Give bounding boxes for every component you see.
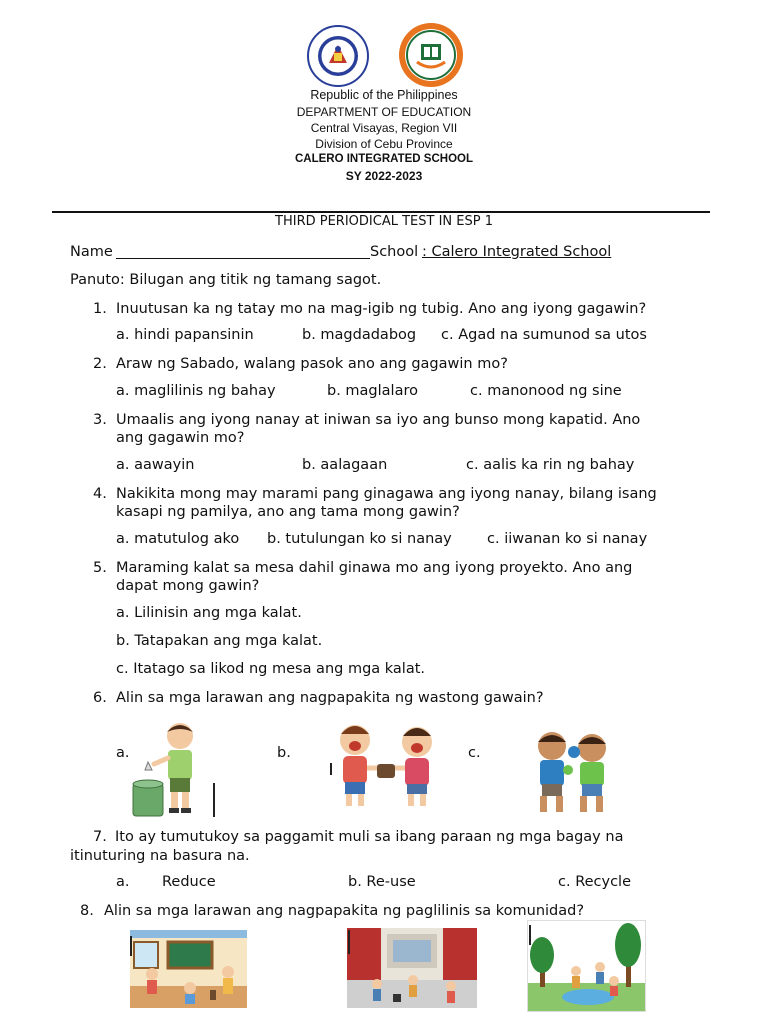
name-label: Name xyxy=(70,244,113,260)
text-cursor xyxy=(130,936,132,956)
header-region: Central Visayas, Region VII xyxy=(310,121,458,135)
question-number: 5. xyxy=(93,560,107,576)
boys-fighting-illustration xyxy=(528,726,620,818)
option-c[interactable]: c. Recycle xyxy=(558,874,632,890)
option-a[interactable]: a. xyxy=(116,745,130,761)
school-seal-logo xyxy=(395,22,467,88)
option-c[interactable]: c. iiwanan ko si nanay xyxy=(487,531,648,547)
question-text-line1: Nakikita mong may marami pang ginagawa ang iyong nanay, bilang isang xyxy=(116,486,657,502)
option-a-text[interactable]: Reduce xyxy=(162,874,216,890)
header-school-year: SY 2022-2023 xyxy=(345,169,423,183)
text-cursor xyxy=(529,925,531,945)
question-number: 4. xyxy=(93,486,107,502)
header-divider xyxy=(52,211,710,213)
instructions: Panuto: Bilugan ang titik ng tamang sagot. xyxy=(70,272,382,288)
option-b[interactable]: b. aalagaan xyxy=(302,457,388,473)
children-fighting-over-toy-illustration xyxy=(327,720,445,812)
option-a[interactable]: a. aawayin xyxy=(116,457,195,473)
text-cursor xyxy=(330,763,332,775)
option-c[interactable]: c. aalis ka rin ng bahay xyxy=(466,457,635,473)
option-a-letter[interactable]: a. xyxy=(116,874,130,890)
question-number: 7. xyxy=(93,829,107,845)
name-field[interactable] xyxy=(116,258,370,259)
option-b[interactable]: b. magdadabog xyxy=(302,327,417,343)
option-c[interactable]: c. Agad na sumunod sa utos xyxy=(441,327,647,343)
question-number: 6. xyxy=(93,690,107,706)
option-c[interactable]: c. xyxy=(468,745,481,761)
option-a[interactable]: a. hindi papansinin xyxy=(116,327,254,343)
school-label: School xyxy=(370,244,419,260)
question-text-line1: Umaalis ang iyong nanay at iniwan sa iyo ang bunso mong kapatid. Ano xyxy=(116,412,641,428)
option-b[interactable]: b. Re-use xyxy=(348,874,416,890)
question-text: Alin sa mga larawan ang nagpapakita ng wastong gawain? xyxy=(116,690,544,706)
test-title: THIRD PERIODICAL TEST IN ESP 1 xyxy=(275,214,493,229)
question-text-line1: Maraming kalat sa mesa dahil ginawa mo ang iyong proyekto. Ano ang xyxy=(116,560,633,576)
question-text-line2: itinuturing na basura na. xyxy=(70,848,250,864)
question-text-line2: dapat mong gawin? xyxy=(116,578,260,594)
question-number: 2. xyxy=(93,356,107,372)
deped-seal-logo xyxy=(303,25,373,87)
header-division: Division of Cebu Province xyxy=(315,137,453,151)
header-department: DEPARTMENT OF EDUCATION xyxy=(296,105,472,119)
question-number: 8. xyxy=(80,903,94,919)
question-text-line2: kasapi ng pamilya, ano ang tama mong gawin? xyxy=(116,504,460,520)
header-school-name: CALERO INTEGRATED SCHOOL xyxy=(294,153,474,165)
question-text: Alin sa mga larawan ang nagpapakita ng paglilinis sa komunidad? xyxy=(104,903,585,919)
school-hallway-cleaning-illustration xyxy=(347,928,477,1008)
text-cursor xyxy=(213,783,215,817)
option-c[interactable]: c. manonood ng sine xyxy=(470,383,622,399)
question-number: 3. xyxy=(93,412,107,428)
question-text-line2: ang gagawin mo? xyxy=(116,430,245,446)
option-a[interactable]: a. Lilinisin ang mga kalat. xyxy=(116,605,302,621)
header-republic: Republic of the Philippines xyxy=(310,88,458,102)
option-b[interactable]: b. tutulungan ko si nanay xyxy=(267,531,452,547)
option-b[interactable]: b. xyxy=(277,745,291,761)
school-value: : Calero Integrated School xyxy=(422,244,612,260)
classroom-cleaning-illustration xyxy=(130,930,247,1008)
boy-throwing-trash-illustration xyxy=(130,718,205,818)
option-b[interactable]: b. Tatapakan ang mga kalat. xyxy=(116,633,323,649)
option-c[interactable]: c. Itatago sa likod ng mesa ang mga kalat. xyxy=(116,661,426,677)
option-a[interactable]: a. matutulog ako xyxy=(116,531,240,547)
question-text: Inuutusan ka ng tatay mo na mag-igib ng tubig. Ano ang iyong gagawin? xyxy=(116,301,647,317)
question-number: 1. xyxy=(93,301,107,317)
park-cleaning-illustration xyxy=(527,920,646,1012)
text-cursor xyxy=(348,930,350,954)
question-text-line1: Ito ay tumutukoy sa paggamit muli sa ibang paraan ng mga bagay na xyxy=(115,829,624,845)
option-b[interactable]: b. maglalaro xyxy=(327,383,418,399)
question-text: Araw ng Sabado, walang pasok ano ang gagawin mo? xyxy=(116,356,508,372)
option-a[interactable]: a. maglilinis ng bahay xyxy=(116,383,276,399)
